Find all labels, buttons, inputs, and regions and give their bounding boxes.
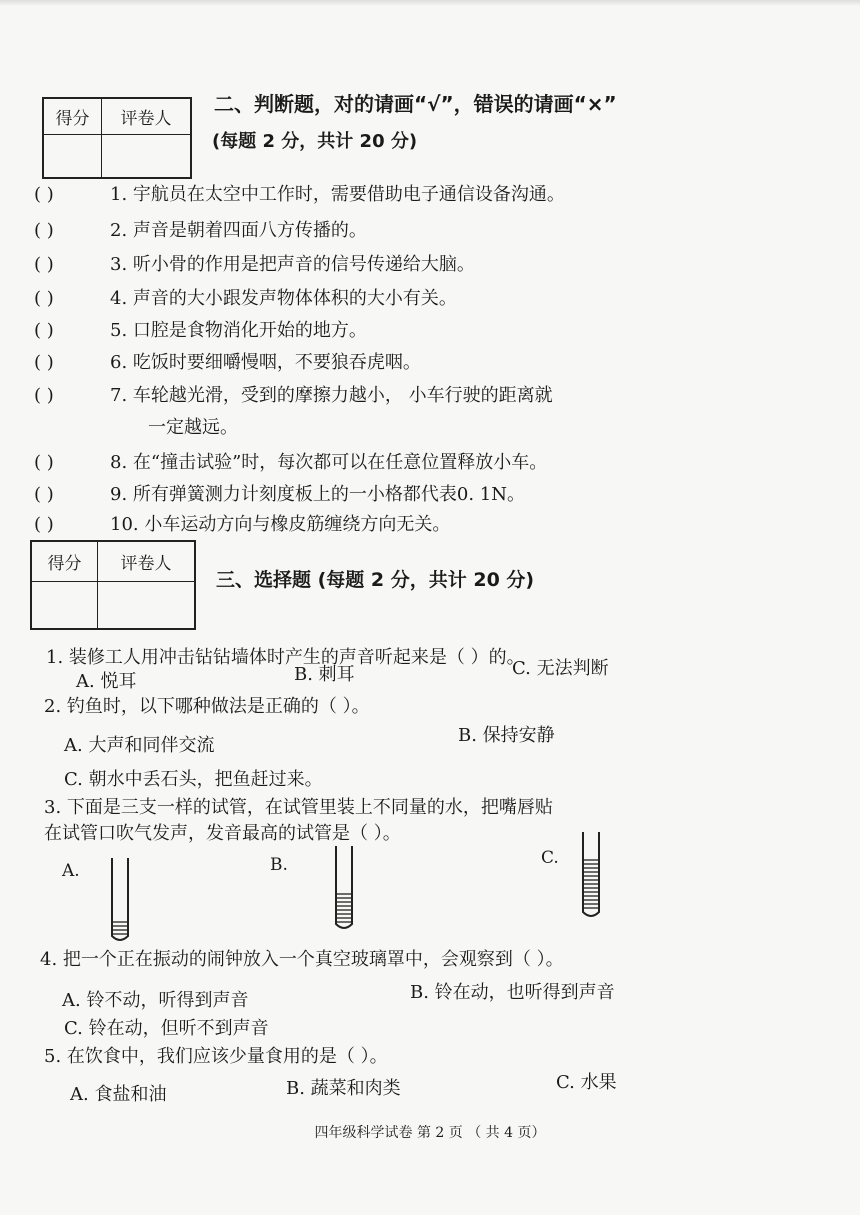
judgment-item	[34, 510, 450, 536]
test-tube-b-icon	[332, 844, 356, 934]
score-label: 得分	[44, 99, 102, 135]
score-label: 得分	[32, 542, 98, 582]
option-c[interactable]: C. 铃在动，但听不到声音	[64, 1018, 269, 1039]
score-box	[42, 97, 192, 179]
judgment-text: 1. 宇航员在太空中工作时，需要借助电子通信设备沟通。	[110, 184, 565, 205]
judgment-text: 6. 吃饭时要细嚼慢咽，不要狼吞虎咽。	[110, 352, 421, 373]
question-5: 5. 在饮食中，我们应该少量食用的是（ ）。	[44, 1046, 388, 1067]
section2-title: 二、判断题，对的请画“√”，错误的请画“×”	[214, 92, 617, 116]
option-a[interactable]: A. 悦耳	[76, 671, 137, 692]
judgment-item	[34, 284, 457, 310]
answer-paren[interactable]: ( )	[34, 254, 54, 275]
judgment-text: 3. 听小骨的作用是把声音的信号传递给大脑。	[110, 254, 475, 275]
judgment-text: 5. 口腔是食物消化开始的地方。	[110, 320, 367, 341]
option-c[interactable]: C. 水果	[556, 1072, 617, 1093]
grader-cell	[98, 582, 194, 628]
score-box	[30, 540, 196, 630]
judgment-item	[34, 216, 367, 242]
judgment-item	[34, 180, 565, 206]
question-3-line1: 3. 下面是三支一样的试管，在试管里装上不同量的水，把嘴唇贴	[44, 797, 553, 818]
test-tube-a-icon	[108, 856, 132, 946]
grader-cell	[102, 135, 190, 177]
judgment-text: 2. 声音是朝着四面八方传播的。	[110, 220, 367, 241]
option-a[interactable]: A. 铃不动，听得到声音	[62, 990, 249, 1011]
option-b[interactable]: B. 蔬菜和肉类	[286, 1078, 401, 1099]
answer-paren[interactable]: ( )	[34, 352, 54, 373]
option-b[interactable]: B.	[270, 855, 288, 875]
option-b[interactable]: B. 保持安静	[458, 725, 555, 746]
option-a[interactable]: A.	[62, 861, 80, 881]
answer-paren[interactable]: ( )	[34, 385, 54, 406]
question-1: 1. 装修工人用冲击钻钻墙体时产生的声音听起来是（ ）的。	[46, 647, 525, 668]
option-c[interactable]: C. 朝水中丢石头，把鱼赶过来。	[64, 769, 323, 790]
grader-label: 评卷人	[102, 99, 190, 135]
option-b[interactable]: B. 刺耳	[294, 664, 355, 685]
judgment-text: 10. 小车运动方向与橡皮筋缠绕方向无关。	[110, 514, 451, 535]
score-cell	[32, 582, 98, 628]
judgment-item	[34, 316, 367, 342]
option-c[interactable]: C.	[541, 848, 559, 868]
test-tube-c-icon	[579, 830, 603, 922]
scan-top-edge	[0, 0, 860, 6]
judgment-item	[34, 381, 553, 407]
judgment-item	[34, 448, 547, 474]
judgment-item	[34, 348, 421, 374]
option-c[interactable]: C. 无法判断	[512, 658, 609, 679]
answer-paren[interactable]: ( )	[34, 184, 54, 205]
answer-paren[interactable]: ( )	[34, 514, 54, 535]
answer-paren[interactable]: ( )	[34, 288, 54, 309]
answer-paren[interactable]: ( )	[34, 220, 54, 241]
section3-title: 三、选择题 (每题 2 分，共计 20 分)	[216, 569, 535, 591]
section2-subtitle: (每题 2 分，共计 20 分)	[212, 131, 418, 152]
option-a[interactable]: A. 大声和同伴交流	[64, 735, 215, 756]
judgment-text: 9. 所有弹簧测力计刻度板上的一小格都代表0. 1N。	[110, 484, 525, 505]
option-b[interactable]: B. 铃在动，也听得到声音	[410, 982, 615, 1003]
score-cell	[44, 135, 102, 177]
judgment-text: 7. 车轮越光滑，受到的摩擦力越小， 小车行驶的距离就	[110, 385, 553, 406]
question-3-line2: 在试管口吹气发声，发音最高的试管是（ ）。	[44, 823, 401, 844]
judgment-item	[34, 480, 525, 506]
option-a[interactable]: A. 食盐和油	[70, 1084, 167, 1105]
answer-paren[interactable]: ( )	[34, 320, 54, 341]
judgment-text: 4. 声音的大小跟发声物体体积的大小有关。	[110, 288, 457, 309]
judgment-item	[34, 250, 475, 276]
grader-label: 评卷人	[98, 542, 194, 582]
answer-paren[interactable]: ( )	[34, 452, 54, 473]
page-footer: 四年级科学试卷 第 2 页 （ 共 4 页）	[314, 1125, 546, 1141]
answer-paren[interactable]: ( )	[34, 484, 54, 505]
question-4: 4. 把一个正在振动的闹钟放入一个真空玻璃罩中，会观察到（ ）。	[40, 949, 564, 970]
judgment-text: 8. 在“撞击试验”时，每次都可以在任意位置释放小车。	[110, 452, 548, 473]
judgment-item-continuation: 一定越远。	[148, 417, 238, 438]
question-2: 2. 钓鱼时，以下哪种做法是正确的（ ）。	[44, 696, 370, 717]
